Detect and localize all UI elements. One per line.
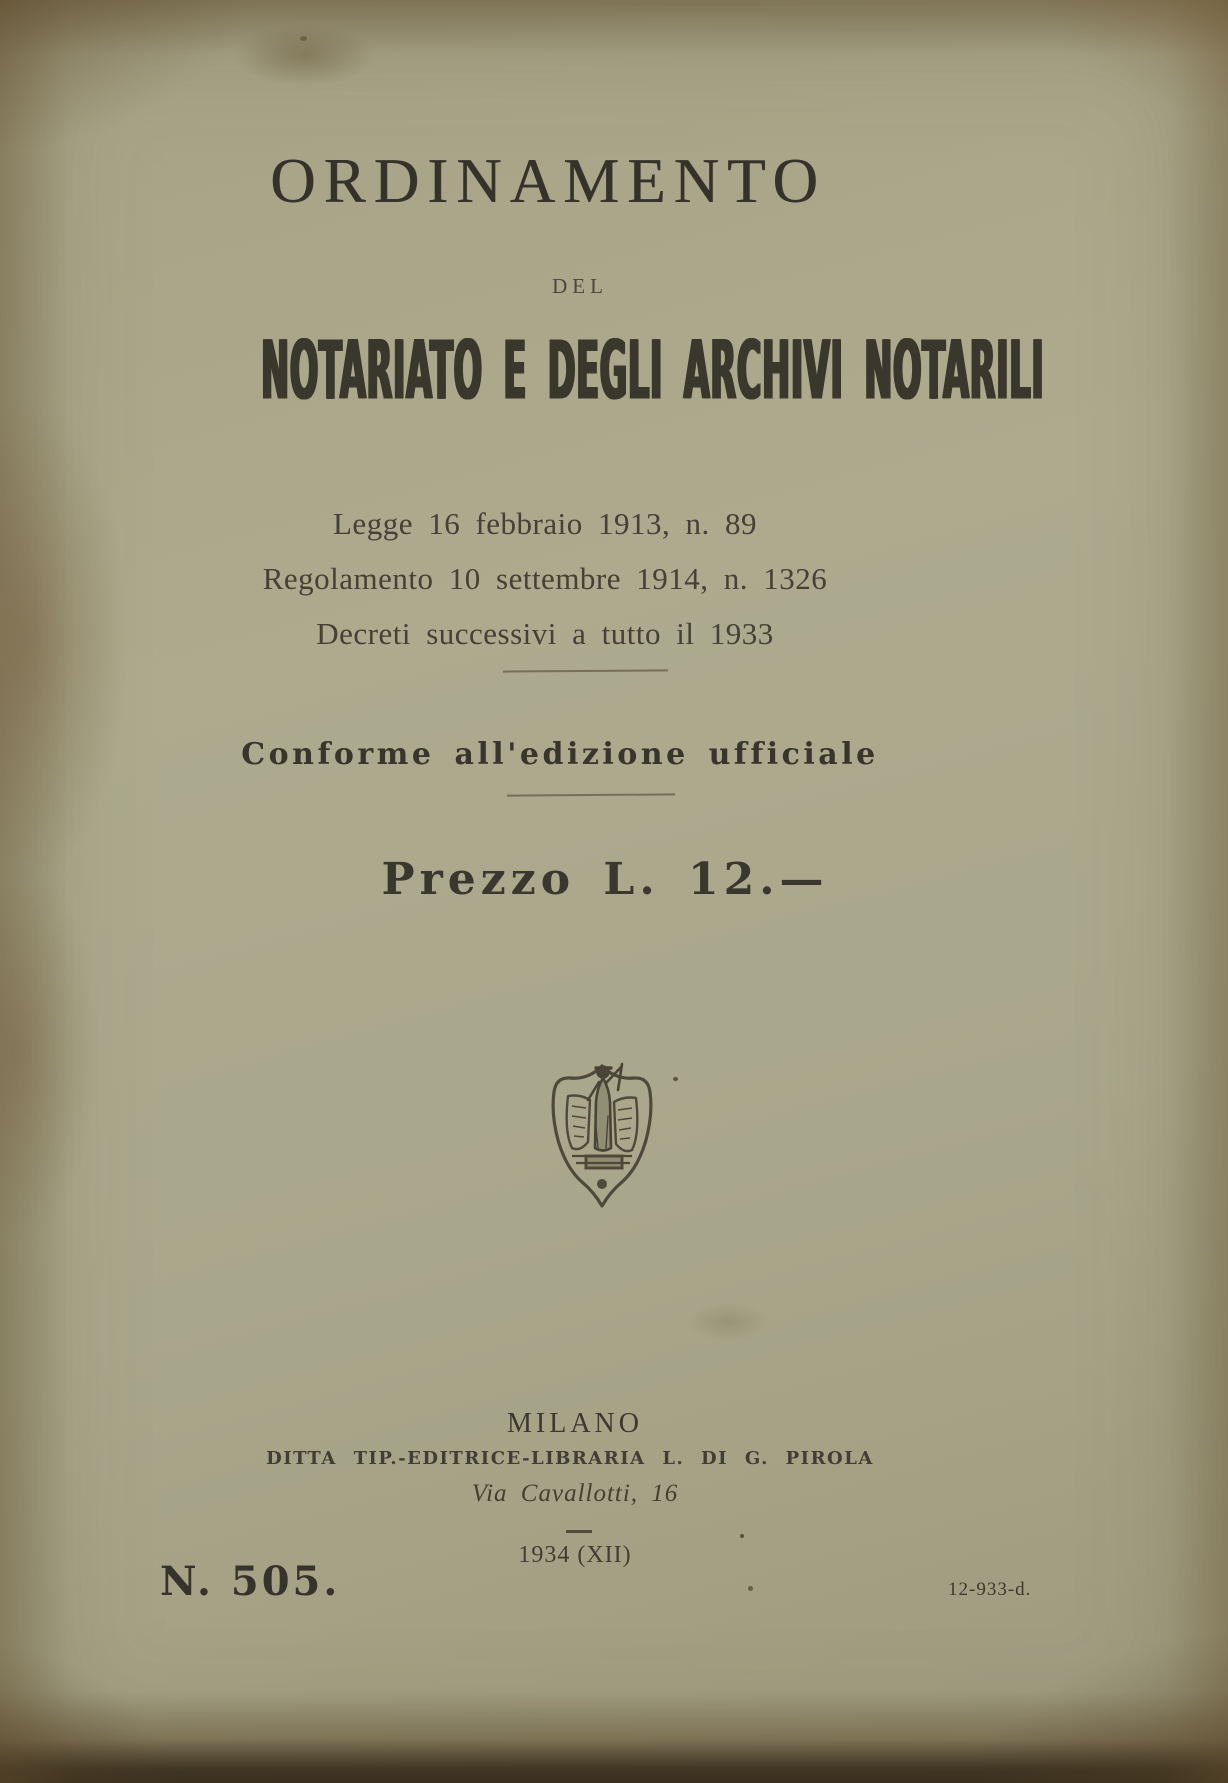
- publisher-address: Via Cavallotti, 16: [471, 1480, 679, 1507]
- catalog-number: N. 505.: [160, 1558, 341, 1605]
- law-line-regolamento: Regolamento 10 settembre 1914, n. 1326: [262, 561, 828, 596]
- paper-speck: [740, 1534, 744, 1538]
- cover-subtitle-del: DEL: [552, 274, 608, 298]
- publisher-city: MILANO: [507, 1408, 643, 1439]
- paper-speck: [673, 1077, 678, 1081]
- cover-main-title: [0, 324, 1090, 419]
- publisher-emblem-icon: [546, 1056, 658, 1212]
- print-code: 12-933-d.: [948, 1579, 1032, 1600]
- law-line-decreti: Decreti successivi a tutto il 1933: [316, 616, 774, 651]
- divider-rule-middle: [507, 793, 675, 796]
- cover-main-title-text: NOTARIATO E DEGLI ARCHIVI NOTARILI: [261, 324, 1045, 419]
- price-line: Prezzo L. 12.—: [381, 854, 829, 905]
- conformity-note: Conforme all'edizione ufficiale: [241, 737, 879, 772]
- publisher-firm: DITTA TIP.-EDITRICE-LIBRARIA L. DI G. PIROLA: [266, 1448, 874, 1469]
- law-line-legge: Legge 16 febbraio 1913, n. 89: [333, 506, 757, 541]
- publication-year: 1934 (XII): [518, 1542, 632, 1568]
- divider-dash-bottom: [566, 1530, 592, 1533]
- paper-speck: [300, 36, 307, 41]
- divider-rule-top: [503, 669, 668, 672]
- cover-title: ORDINAMENTO: [270, 146, 826, 216]
- paper-speck: [748, 1586, 753, 1591]
